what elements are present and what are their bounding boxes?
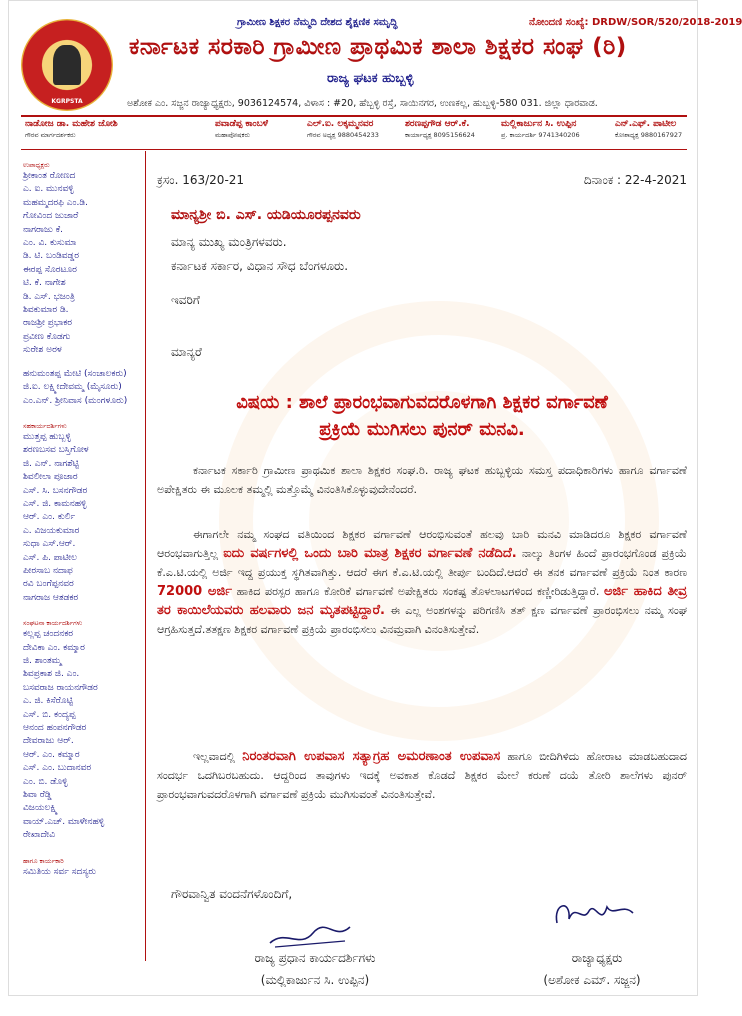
sidebar-member: ಮುತ್ತಪ್ಪ ಹುಬ್ಬಳ್ಳಿ bbox=[23, 431, 71, 442]
sidebar-gap bbox=[23, 358, 143, 368]
highlight-five-years: ಐದು ವರ್ಷಗಳಲ್ಲಿ ಒಂದು ಬಾರಿ ಮಾತ್ರ ಶಿಕ್ಷಕರ ವರ್ಗಾವಣೆ ನಡೆದಿದೆ. bbox=[223, 546, 517, 561]
sidebar-member: ಜಿ. ಶಾಂತಮ್ಮ bbox=[23, 656, 62, 666]
sidebar-group-heading: ಸಹಕಾರ್ಯದರ್ಶಿಗಳು bbox=[23, 421, 67, 430]
organization-address: ಅಶೋಕ ಎಂ. ಸಜ್ಜನ ರಾಜ್ಯಾಧ್ಯಕ್ಷರು, 9036124574, ವಿಳಾಸ : #20, ಹೆಬ್ಬಳ್ಳಿ ರಸ್ತೆ, ಸಾಯಿನಗರ, ಉಣಕಲ್ಲ, ಹುಬ್ಬಳ್ಳಿ-580 031. ಜಿಲ್ಲಾ ಧಾರವಾಡ. bbox=[127, 98, 598, 109]
sidebar-member: ಗೋವಿಂದ ಜುಜಾರೆ bbox=[23, 211, 79, 222]
sidebar-member: ಎ. ಐ. ಮುನವಳ್ಳಿ bbox=[23, 184, 74, 195]
paragraph-intro: ಕರ್ನಾಟಕ ಸರ್ಕಾರಿ ಗ್ರಾಮೀಣ ಪ್ರಾಥಮಿಕ ಶಾಲಾ ಶಿಕ್ಷಕರ ಸಂಘ.ರಿ. ರಾಜ್ಯ ಘಟಕ ಹುಬ್ಬಳ್ಳಿಯ ಸಮಸ್ತ ಪದಾಧಿಕಾರಿಗಳು ಹಾಗೂ ವರ್ಗಾವಣೆ ಅಪೇಕ್ಷಿತರು ಈ ಮೂಲಕ ತಮ್ಮಲ್ಲಿ ಮತ್ತೊಮ್ಮೆ ವಿನಂತಿಸಿಕೊಳ್ಳುವುದೇನೆಂದರೆ. bbox=[157, 464, 687, 496]
sidebar-member: ಶಿವಾ ರೆಡ್ಡಿ bbox=[23, 790, 52, 801]
sidebar-member: ರೇಖಾದೇವಿ bbox=[23, 830, 56, 841]
sidebar-member: ಜಿ.ಐ. ಲಕ್ಷ್ಮೀದೇವಮ್ಮ (ಮೈಸೂರು) bbox=[23, 382, 122, 393]
sidebar-member: ಎಂ.ಎನ್. ಶ್ರೀನಿವಾಸ (ಮಂಗಳೂರು) bbox=[23, 395, 128, 406]
sidebar-member: ಶರಣಬಸವ ಬಸ್ತಿಗೋಳ bbox=[23, 445, 89, 456]
sidebar-member: ಎಸ್. ಸಿ. ಬಸನಗೌಡರ bbox=[23, 485, 88, 496]
sidebar-member: ಎಸ್. ಬಿ. ಕಂದ್ಯಪ್ಪ bbox=[23, 709, 76, 720]
recipient-address: ಕರ್ನಾಟಕ ಸರ್ಕಾರ, ವಿಧಾನ ಸೌಧ ಬೆಂಗಳೂರು. bbox=[171, 259, 349, 273]
highlight-deaths: ಅರ್ಜಿ ಹಾಕಿದ ತೀವ್ರ ತರ ಕಾಯಿಲೆಯವರು ಹಲವಾರು ಜನ ಮೃತಪಟ್ಟಿದ್ದಾರೆ. bbox=[157, 584, 688, 618]
letter-date: ದಿನಾಂಕ : 22-4-2021 bbox=[583, 173, 687, 187]
sidebar-member: ಈರಪ್ಪ ಸೊರಟೂರ bbox=[23, 264, 77, 275]
closing: ಗೌರವಾನ್ವಿತ ವಂದನೆಗಳೊಂದಿಗೆ, bbox=[171, 887, 293, 901]
officers-divider bbox=[21, 149, 687, 150]
sidebar-member: ಡಿ. ಎಸ್. ಭಜಂತ್ರಿ bbox=[23, 291, 75, 302]
sidebar-gap bbox=[23, 605, 143, 615]
paragraph-main: ಈಗಾಗಲೇ ನಮ್ಮ ಸಂಘದ ವತಿಯಿಂದ ಶಿಕ್ಷಕರ ವರ್ಗಾವಣೆ ಆರಂಭಿಸುವಂತೆ ಹಲವು ಬಾರಿ ಮನವಿ ಮಾಡಿದರೂ ಶಿಕ್ಷಕರ ವರ್ಗಾವಣೆ ಆರಂಭವಾಗುತ್ತಿಲ್ಲ ಐದು ವರ್ಷಗಳಲ್ಲಿ ಒಂದು ಬಾರಿ ಮಾತ್ರ ಶಿಕ್ಷಕರ ವರ್ಗಾವಣೆ ನಡೆದಿದೆ. ನಾಲ್ಕು ತಿಂಗಳ ಹಿಂದೆ ಪ್ರಾರಂಭಗೊಂಡ ಪ್ರಕ್ರಿಯೆ ಕೆ.ಎ.ಟಿ.ಯಲ್ಲಿ ಅರ್ಜಿ ಇದ್ದ ಪ್ರಯುಕ್ತ ಸ್ಥಗಿತವಾಗಿತ್ತು. ಆದರೆ ಈಗ ಕೆ.ಎ.ಟಿ.ಯಲ್ಲಿ ತೀರ್ಪು ಬಂದಿದೆ.ಆದರೆ ಈ ತನಕ ವರ್ಗಾವಣೆ ಪ್ರಕ್ರಿಯೆ ನಿಂತ ಕಾರಣ 72000 ಅರ್ಜಿ ಹಾಕಿದ ಪರಸ್ಪರ ಹಾಗೂ ಕೋರಿಕೆ ವರ್ಗಾವಣೆ ಅಪೇಕ್ಷಿತರು ಸಂಕಷ್ಟ ತೊಳಲಾಟಗಳಿಂದ ಕಣ್ಣೀರಿಡುತ್ತಿದ್ದಾರೆ. ಅರ್ಜಿ ಹಾಕಿದ ತೀವ್ರ ತರ ಕಾಯಿಲೆಯವರು ಹಲವಾರು ಜನ ಮೃತಪಟ್ಟಿದ್ದಾರೆ. ಈ ಎಲ್ಲ ಅಂಶಗಳನ್ನು ಪರಿಗಣಿಸಿ ತತ್ ಕ್ಷಣ ವರ್ಗಾವಣೆ ಪ್ರಾರಂಭಿಸಲು ನಮ್ಮ ಸಂಘ ಆಗ್ರಹಿಸುತ್ತದೆ.ತತಕ್ಷಣ ಶಿಕ್ಷಕರ ವರ್ಗಾವಣೆ ಪ್ರಕ್ರಿಯೆ ಪ್ರಾರಂಭಿಸಲು ವಿನಮ್ರವಾಗಿ ವಿನಂತಿಸುತ್ತೇವೆ. bbox=[157, 528, 688, 636]
sidebar-member: ಎಸ್. ಎಂ. ಬುದಾನವರ bbox=[23, 763, 92, 774]
sidebar-gap bbox=[23, 408, 143, 418]
sidebar-member: ಮಹಮ್ಮದರಫಿ ಎಂ.ಡಿ. bbox=[23, 197, 88, 208]
sidebar-member: ಕಲ್ಲಪ್ಪ ಚಂದನಕರ bbox=[23, 629, 74, 640]
sidebar-member: ಹನುಮಂತಪ್ಪ ಮೇಟಿ (ಸಂಚಾಲಕರು) bbox=[23, 368, 127, 379]
sidebar-member: ಬಸವರಾಜ ರಾಯನಗೌಡರ bbox=[23, 682, 98, 693]
sidebar-member: ವಿಜಯಲಕ್ಷ್ಮಿ bbox=[23, 803, 58, 814]
signatory-title: ರಾಜ್ಯ ಪ್ರಧಾನ ಕಾರ್ಯದರ್ಶಿಗಳು bbox=[254, 951, 376, 965]
sidebar-member: ನಾಗರಾಜ ಆತಡಕರ bbox=[23, 592, 79, 603]
sidebar-member: ನಾಗರಾಜು ಕೆ. bbox=[23, 224, 64, 235]
organization-unit: ರಾಜ್ಯ ಘಟಕ ಹುಬ್ಬಳ್ಳಿ bbox=[327, 71, 414, 86]
via-line: ಇವರಿಗೆ bbox=[171, 293, 200, 307]
recipient-designation: ಮಾನ್ಯ ಮುಖ್ಯ ಮಂತ್ರಿಗಳವರು. bbox=[171, 235, 287, 249]
sidebar-group-heading: ಉಪಾಧ್ಯಕ್ಷರು bbox=[23, 161, 50, 169]
reference-number: ಕ್ರಸಂ. 163/20-21 bbox=[157, 173, 245, 187]
sidebar-group-heading: ಸಂಘಟನಾ ಕಾರ್ಯದರ್ಶಿಗಳು bbox=[23, 619, 83, 628]
highlight-applications: 72000 ಅರ್ಜಿ bbox=[157, 584, 232, 599]
sidebar-member: ಡಿ. ಟಿ. ಬಂಡಿವಡ್ಡರ bbox=[23, 251, 80, 262]
sidebar-member: ಎಸ್. ಜಿ. ಕಾಮನಹಳ್ಳಿ bbox=[23, 498, 87, 509]
sidebar-group-heading: ಹಾಗೂ ಕಾರ್ಯಕಾರಿ bbox=[23, 856, 64, 865]
sidebar-member: ಸುರೇಶ ಅರಳ bbox=[23, 345, 62, 356]
sidebar-member: ಶಿವಲೀಲಾ ಪೂಜಾರ bbox=[23, 472, 78, 483]
sidebar-member: ಶ್ರೀಕಾಂತ ರೋಣದ bbox=[23, 171, 76, 181]
page-bottom bbox=[0, 996, 707, 1016]
sidebar-member: ರಾಜಶ್ರೀ ಪ್ರಭಾಕರ bbox=[23, 318, 73, 329]
officer: ಎನ್.ಎಫ್. ಪಾಟೀಲ ಕೋಶಾಧ್ಯಕ್ಷ 9880167927 bbox=[615, 119, 683, 139]
office-bearers-sidebar bbox=[23, 157, 143, 957]
sidebar-member: ಎ. ಜಿ. ಕಿಸೆರೊಟ್ಟಿ bbox=[23, 696, 74, 707]
officer: ನಾಡೋಜ ಡಾ. ಮಹೇಶ ಜೋಶಿ ಗೌರವ ಮಾರ್ಗದರ್ಶಕರು bbox=[25, 119, 118, 139]
sidebar-member: ಶಿವಪ್ರಕಾಶ ಜಿ. ಎಂ. bbox=[23, 669, 80, 680]
signatory-name: (ಮಲ್ಲಿಕಾರ್ಜುನ ಸಿ. ಉಪ್ಪಿನ) bbox=[260, 973, 370, 987]
sidebar-member: ಸುಧಾ ಎಸ್.ಆರ್. bbox=[23, 539, 76, 550]
subject-line: ವಿಷಯ : ಶಾಲೆ ಪ್ರಾರಂಭವಾಗುವದರೊಳಗಾಗಿ ಶಿಕ್ಷಕರ ವರ್ಗಾವಣೆ bbox=[236, 392, 608, 413]
subject-line: ಪ್ರಕ್ರಿಯೆ ಮುಗಿಸಲು ಪುನರ್ ಮನವಿ. bbox=[319, 419, 525, 440]
sidebar-member: ಎ. ವಿಜಯಕುಮಾರ bbox=[23, 525, 80, 536]
sidebar-member: ದೇವಿಕಾ ಎಂ. ಕಮ್ಮಾರ bbox=[23, 642, 85, 653]
sidebar-gap bbox=[23, 843, 143, 853]
registration-number: ನೋಂದಣಿ ಸಂಖ್ಯೆ: DRDW/SOR/520/2018-2019 bbox=[529, 17, 742, 28]
sidebar-member: ಎಂ. ಬಿ. ಡೊಳ್ಳಿ bbox=[23, 776, 68, 787]
letter-page bbox=[8, 0, 742, 996]
sidebar-member: ಶಿವಕುಮಾರ ಡಿ. bbox=[23, 305, 69, 316]
sidebar-member: ಆರ್. ಎಂ. ಕುರ್ಲಿ bbox=[23, 512, 76, 523]
sidebar-divider bbox=[145, 151, 146, 961]
salutation: ಮಾನ್ಯರೆ bbox=[171, 345, 202, 359]
sidebar-member: ಆರ್. ಎಂ. ಕಮ್ಮಾರ bbox=[23, 749, 80, 760]
sidebar-member: ಟಿ. ಕೆ. ನಾಗೇಶ bbox=[23, 278, 66, 289]
signature-secretary bbox=[265, 921, 355, 951]
sidebar-member: ಪೀರಸಾಬ ನದಾಫ bbox=[23, 565, 73, 576]
header-divider bbox=[21, 115, 687, 117]
signature-president bbox=[549, 893, 639, 937]
sidebar-member: ಆನಂದ ಹಂಪನಗೌಡರ bbox=[23, 723, 87, 734]
sidebar-member: ಜಿ. ಎನ್. ನಾಗಶೆಟ್ಟಿ bbox=[23, 458, 80, 469]
paragraph-warning: ಇಲ್ಲವಾದಲ್ಲಿ ನಿರಂತರವಾಗಿ ಉಪವಾಸ ಸತ್ಯಾಗ್ರಹ ಅಮರಣಾಂತ ಉಪವಾಸ ಹಾಗೂ ಬೀದಿಗಿಳಿದು ಹೋರಾಟ ಮಾಡಬಹುದಾದ ಸಂದರ್ಭ ಒದಗಿಬರಬಹುದು. ಆದ್ದರಿಂದ ತಾವುಗಳು ಇದಕ್ಕೆ ಅವಕಾಶ ಕೊಡದೆ ಶಿಕ್ಷಕರ ಮೇಲೆ ಕರುಣೆ ದಯೆ ತೋರಿ ಶಾಲೆಗಳು ಪುನರ್ ಪ್ರಾರಂಭವಾಗುವದರೊಳಗಾಗಿ ವರ್ಗಾವಣೆ ಪ್ರಕ್ರಿಯೆ ಮುಗಿಸುವಂತೆ ವಿನಂತಿಸುತ್ತೇವೆ. bbox=[157, 749, 688, 801]
officer: ಪವಾಡೆಪ್ಪ ಕಾಂಬಳೆ ಮಹಾಪೋಷಕರು bbox=[215, 119, 268, 139]
highlight-protest: ನಿರಂತರವಾಗಿ ಉಪವಾಸ ಸತ್ಯಾಗ್ರಹ ಅಮರಣಾಂತ ಉಪವಾಸ bbox=[242, 749, 501, 764]
logo-text: KGRPSTA bbox=[51, 98, 83, 105]
sidebar-member: ಪ್ರವೀಣ ಕೊಡಗು bbox=[23, 331, 71, 342]
sidebar-member: ದೇವರಾಜು ಆರ್. bbox=[23, 736, 74, 747]
signatory-name: (ಅಶೋಕ ಎಮ್. ಸಜ್ಜನ) bbox=[543, 973, 641, 987]
officer: ಎಲ್.ಐ. ಲಕ್ಕಮ್ಮನವರ ಗೌರವ ಅಧ್ಯಕ್ಷ 9880454233 bbox=[307, 119, 379, 139]
association-logo bbox=[21, 19, 113, 111]
logo-figure-icon bbox=[53, 45, 81, 85]
sidebar-member: ಸಮಿತಿಯ ಸರ್ವ ಸದಸ್ಯರು bbox=[23, 866, 96, 877]
sidebar-member: ರವಿ ಬಂಗೆಪ್ಪನವರ bbox=[23, 579, 74, 590]
officer: ಮಲ್ಲಿಕಾರ್ಜುನ ಸಿ. ಉಪ್ಪಿನ ಪ್ರ. ಕಾರ್ಯದರ್ಶಿ 9741340206 bbox=[501, 119, 580, 139]
sidebar-member: ವಾಯ್.ಎಚ್. ಮಾಳೇನಹಳ್ಳಿ bbox=[23, 816, 105, 827]
officer: ಶರಣಪ್ಪಗೌಡ ಆರ್.ಕೆ. ಕಾರ್ಯಾಧ್ಯಕ್ಷ 8095156624 bbox=[405, 119, 475, 139]
motto: ಗ್ರಾಮೀಣ ಶಿಕ್ಷಕರ ನೆಮ್ಮದಿ ದೇಶದ ಶೈಕ್ಷಣಿಕ ಸಮೃದ್ಧಿ bbox=[237, 17, 398, 28]
sidebar-member: ಎಸ್. ಪಿ. ಪಾಟೀಲ bbox=[23, 552, 77, 563]
signatory-title: ರಾಜ್ಯಾಧ್ಯಕ್ಷರು bbox=[571, 951, 623, 965]
recipient-name: ಮಾನ್ಯಶ್ರೀ ಬಿ. ಎಸ್. ಯಡಿಯೂರಪ್ಪನವರು bbox=[171, 207, 361, 223]
officers-row bbox=[25, 119, 687, 147]
subject bbox=[157, 389, 687, 443]
organization-name: ಕರ್ನಾಟಕ ಸರಕಾರಿ ಗ್ರಾಮೀಣ ಪ್ರಾಥಮಿಕ ಶಾಲಾ ಶಿಕ್ಷಕರ ಸಂಘ (ರಿ) bbox=[129, 34, 627, 60]
sidebar-member: ಎಂ. ವಿ. ಕುಸುಮಾ bbox=[23, 238, 77, 249]
